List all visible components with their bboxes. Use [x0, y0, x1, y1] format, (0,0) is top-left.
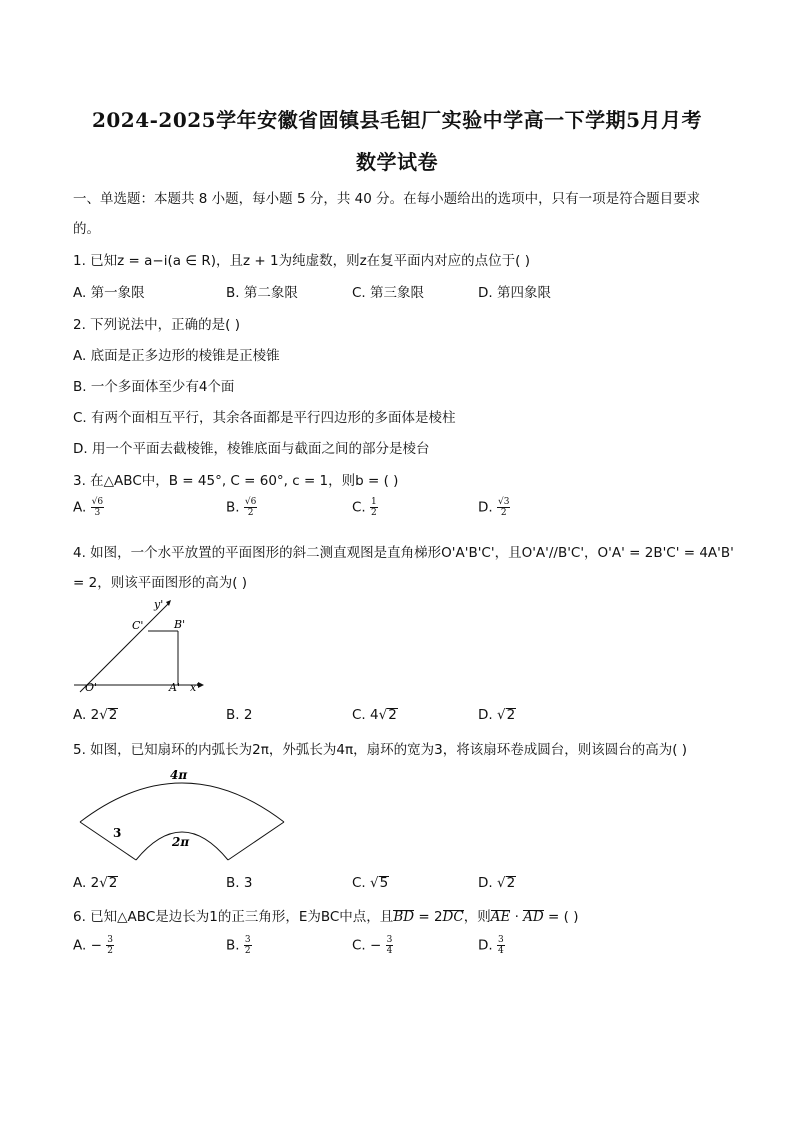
left-edge: [80, 822, 136, 860]
fraction: $\frac{3}{4}$: [497, 935, 504, 956]
label-a: A': [169, 681, 180, 694]
q2-option-d: D. 用一个平面去截棱锥，棱锥底面与截面之间的部分是棱台: [73, 441, 430, 457]
right-edge: [228, 822, 284, 860]
q3-option-d: [478, 497, 510, 518]
label-inner-arc: 2π: [172, 835, 190, 849]
fraction: $\frac{√6}{3}$: [91, 497, 104, 518]
q4-option-d: D. √2: [478, 707, 516, 723]
vector-bd: BD: [393, 909, 415, 925]
q3-option-b: [226, 497, 257, 518]
vector-dc: DC: [442, 909, 464, 925]
fraction: $\frac{3}{2}$: [107, 935, 113, 956]
question-5-text: 5. 如图，已知扇环的内弧长为2π，外弧长为4π，扇环的宽为3，将该扇环卷成圆台，则该圆台的高为( ): [73, 742, 688, 758]
question-2-text: 2. 下列说法中，正确的是( ): [73, 317, 240, 333]
q2-option-b: B. 一个多面体至少有4个面: [73, 379, 235, 395]
label-y: y': [154, 598, 164, 611]
exam-title: 2024-2025学年安徽省固镇县毛钽厂实验中学高一下学期5月月考: [91, 108, 703, 132]
q1-option-c: C. 第三象限: [352, 285, 425, 301]
q1-option-a: A. 第一象限: [73, 285, 145, 301]
question-4-text-line2: = 2，则该平面图形的高为( ): [73, 575, 248, 591]
fraction: $\frac{3}{2}$: [244, 935, 251, 956]
label-outer-arc: 4π: [170, 768, 188, 782]
q2-option-c: C. 有两个面相互平行，其余各面都是平行四边形的多面体是棱柱: [73, 410, 456, 426]
q3-option-c: [352, 497, 378, 518]
question-3-text: 3. 在△ABC中，B = 45°, C = 60°, c = 1，则b = ( ): [73, 473, 399, 489]
label-o: O': [85, 681, 98, 694]
question-4-text-line1: 4. 如图，一个水平放置的平面图形的斜二测直观图是直角梯形O'A'B'C'，且O'A'//B'C'，O'A' = 2B'C' = 4A'B': [73, 545, 734, 561]
q3-option-a: [73, 497, 104, 518]
label-b: B': [174, 618, 186, 631]
fraction: $\frac{√3}{2}$: [497, 497, 510, 518]
section-instructions-line2: 的。: [73, 221, 100, 237]
q1-option-d: D. 第四象限: [478, 285, 551, 301]
exam-subtitle: 数学试卷: [356, 150, 438, 174]
section-instructions-line1: 一、单选题：本题共 8 小题，每小题 5 分，共 40 分。在每小题给出的选项中，只有一项是符合题目要求: [73, 191, 701, 207]
vector-ad: AD: [523, 909, 544, 925]
q2-option-a: A. 底面是正多边形的棱锥是正棱锥: [73, 348, 280, 364]
fraction: $\frac{3}{4}$: [386, 935, 393, 956]
q5-option-b: B. 3: [226, 875, 253, 891]
label-c: C': [132, 619, 144, 632]
q5-option-d: D. √2: [478, 875, 516, 891]
q6-option-b: B. $\frac{3}{2}$: [226, 935, 251, 956]
q6-option-a: A. − $\frac{3}{2}$: [73, 935, 113, 956]
annular-sector-figure: [70, 762, 320, 868]
label-x: x': [190, 681, 200, 694]
q5-option-a: A. 2√2: [73, 875, 118, 891]
fraction: $\frac{√6}{2}$: [244, 497, 257, 518]
outer-arc: [80, 783, 284, 822]
label-width: 3: [113, 826, 122, 840]
q1-option-b: B. 第二象限: [226, 285, 298, 301]
option-label: A.: [73, 499, 87, 516]
q6-option-d: D. $\frac{3}{4}$: [478, 935, 504, 956]
q5-option-c: C. √5: [352, 875, 389, 891]
fraction: $\frac{1}{2}$: [371, 497, 377, 518]
y-axis: [80, 604, 168, 692]
question-1-text: 1. 已知z = a−i(a ∈ R)，且z + 1为纯虚数，则z在复平面内对应的点位于( ): [73, 253, 530, 269]
vector-ae: AE: [490, 909, 511, 925]
q4-option-b: B. 2: [226, 707, 253, 723]
option-label: D.: [478, 499, 493, 516]
q4-option-a: A. 2√2: [73, 707, 118, 723]
q4-option-c: C. 4√2: [352, 707, 397, 723]
option-label: B.: [226, 499, 240, 516]
option-label: C.: [352, 499, 366, 516]
oblique-projection-figure: [70, 596, 210, 696]
question-6-text: 6. 已知△ABC是边长为1的正三角形，E为BC中点，且BD = 2DC，则AE · AD = ( ): [73, 909, 579, 925]
q6-option-c: C. − $\frac{3}{4}$: [352, 935, 393, 956]
